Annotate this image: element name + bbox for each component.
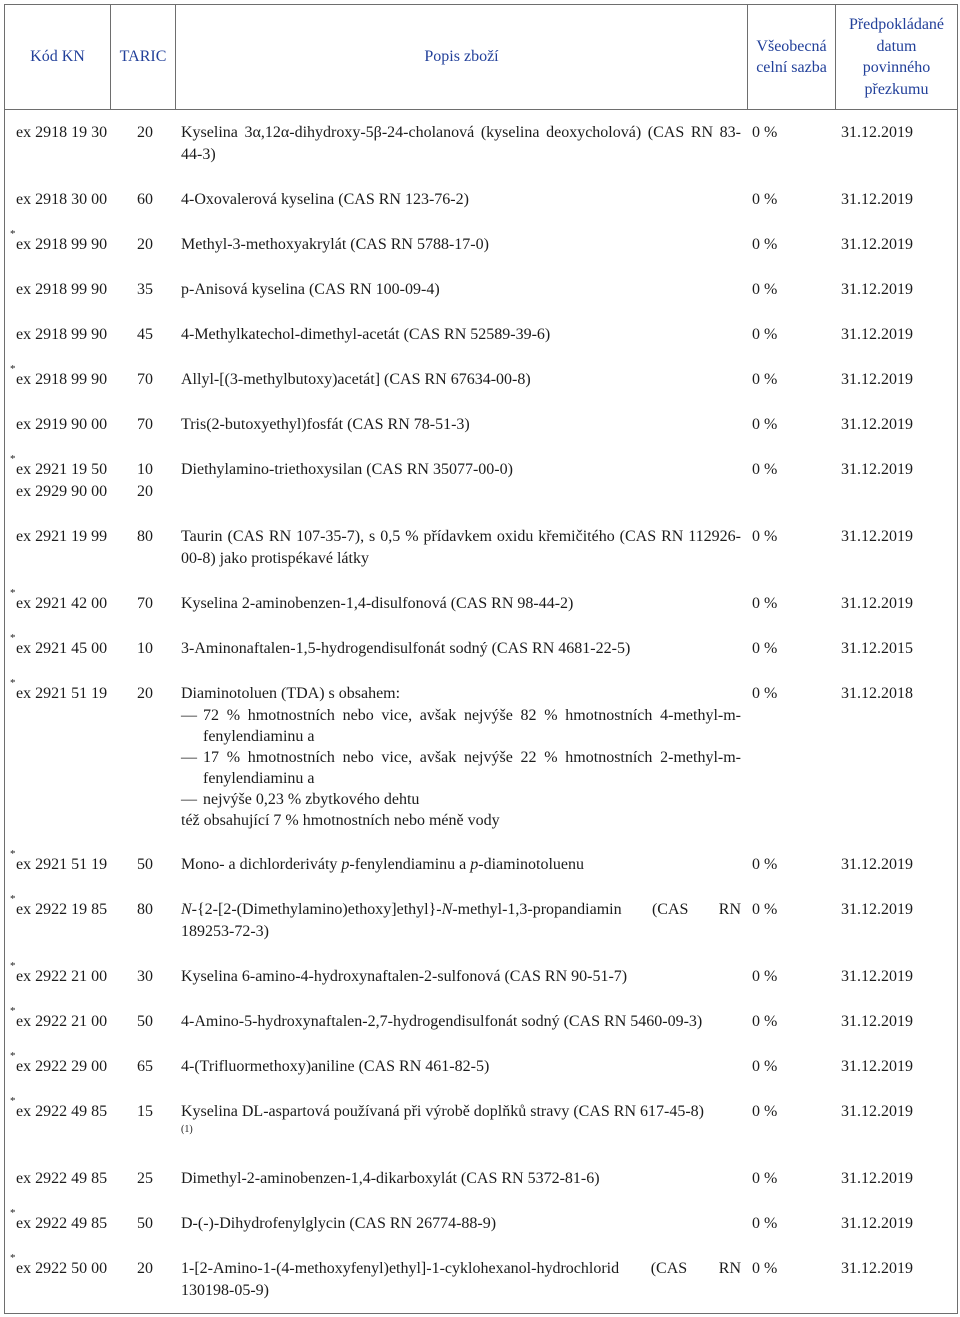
description-cell: [175, 593, 747, 615]
description-fragment: p: [470, 856, 479, 873]
kn-code: ex 2918 99 90: [16, 281, 108, 298]
column-header-taric-label: TARIC: [119, 48, 167, 66]
table-row: [5, 1207, 957, 1258]
amendment-asterisk: *: [10, 677, 16, 689]
duty-rate-cell: 0 %: [752, 191, 778, 208]
column-header-kn-code: [4, 5, 110, 109]
duty-rate-cell: 0 %: [752, 1103, 778, 1120]
description-cell: [175, 369, 747, 391]
taric-cell: [110, 854, 175, 876]
description-fragment: -fenylendiaminu a: [349, 856, 471, 873]
dash-bullet: —: [181, 707, 197, 724]
kn-code: ex 2922 49 85: [16, 1170, 108, 1187]
taric-code: 80: [137, 901, 153, 918]
description-cell: [175, 459, 747, 503]
kn-code-cell: [5, 324, 110, 346]
description-text: Methyl-3-methoxyakrylát (CAS RN 5788-17-0): [181, 236, 489, 253]
taric-code: 35: [137, 281, 153, 298]
kn-code-line: [10, 1095, 110, 1123]
kn-code: ex 2918 19 30: [16, 124, 108, 141]
taric-cell: [110, 966, 175, 988]
amendment-asterisk: *: [10, 893, 16, 905]
description-cell: [175, 279, 747, 301]
kn-code-line: [16, 414, 110, 436]
description-cell: [175, 324, 747, 346]
amendment-asterisk: *: [10, 960, 16, 972]
kn-code-line: [10, 1005, 110, 1033]
description-text: Kyselina 2-aminobenzen-1,4-disulfonová (CAS RN 98-44-2): [181, 595, 574, 612]
taric-cell: [110, 234, 175, 256]
kn-code-cell: [5, 363, 110, 391]
kn-code-cell: [5, 1095, 110, 1145]
column-header-kn-code-label: Kód KN: [30, 48, 85, 66]
description-text: Allyl-[(3-methylbutoxy)acetát] (CAS RN 67634-00-8): [181, 371, 531, 388]
description-text: Diaminotoluen (TDA) s obsahem:: [181, 685, 401, 702]
kn-code-line: [16, 279, 110, 301]
duty-rate-cell: 0 %: [752, 461, 778, 478]
taric-cell: [110, 899, 175, 943]
review-date-cell: 31.12.2019: [841, 281, 913, 298]
description-cell: [175, 1056, 747, 1078]
description-fragment: N: [441, 901, 453, 918]
taric-cell: [110, 1101, 175, 1145]
duty-rate-cell: 0 %: [752, 1170, 778, 1187]
kn-code: ex 2918 30 00: [16, 191, 108, 208]
kn-code: ex 2922 21 00: [16, 1013, 108, 1030]
taric-cell: [110, 324, 175, 346]
table-row: [5, 279, 957, 324]
kn-code-cell: [5, 228, 110, 256]
kn-code-cell: [5, 1050, 110, 1078]
taric-cell: [110, 1168, 175, 1190]
kn-code: ex 2919 90 00: [16, 416, 108, 433]
review-date-cell: 31.12.2019: [841, 1103, 913, 1120]
description-fragment: Mono- a dichlorderiváty: [181, 856, 342, 873]
column-header-duty-rate: [747, 5, 835, 109]
taric-cell: [110, 1213, 175, 1235]
review-date-cell: 31.12.2019: [841, 1170, 913, 1187]
composition-item: [181, 789, 741, 810]
taric-code: 30: [137, 968, 153, 985]
taric-cell: [110, 1056, 175, 1078]
column-header-taric: [110, 5, 175, 109]
description-text: Tris(2-butoxyethyl)fosfát (CAS RN 78-51-3): [181, 416, 470, 433]
taric-code: 25: [137, 1170, 153, 1187]
table-row: [5, 632, 957, 683]
kn-code-cell: [5, 893, 110, 943]
table-row: [5, 1095, 957, 1168]
description-text: 4-(Trifluormethoxy)aniline (CAS RN 461-82-5): [181, 1058, 490, 1075]
kn-code: ex 2921 51 19: [16, 856, 108, 873]
table-row: [5, 526, 957, 593]
taric-code: 50: [137, 1013, 153, 1030]
kn-code-cell: [5, 526, 110, 570]
description-text: [181, 854, 741, 876]
table-header: [4, 4, 958, 110]
duty-rate-cell: 0 %: [752, 371, 778, 388]
description-cell: [175, 638, 747, 660]
duty-rate-cell: 0 %: [752, 856, 778, 873]
description-cell: [175, 1258, 747, 1302]
amendment-asterisk: *: [10, 1207, 16, 1219]
taric-code: 70: [137, 371, 153, 388]
description-cell: [175, 1101, 747, 1145]
column-header-description: [175, 5, 747, 109]
description-text: Dimethyl-2-aminobenzen-1,4-dikarboxylát (CAS RN 5372-81-6): [181, 1170, 600, 1187]
amendment-asterisk: *: [10, 1095, 16, 1107]
taric-cell: [110, 1011, 175, 1033]
description-cell: [175, 1168, 747, 1190]
footnote-reference: (1): [181, 1124, 193, 1135]
review-date-cell: 31.12.2019: [841, 968, 913, 985]
table-row: [5, 893, 957, 966]
kn-code-cell: [5, 122, 110, 166]
kn-code-line: [10, 677, 110, 705]
kn-code-cell: [5, 848, 110, 876]
kn-code-cell: [5, 1168, 110, 1190]
taric-code: 50: [137, 856, 153, 873]
taric-code: 20: [137, 1260, 153, 1277]
duty-rate-cell: 0 %: [752, 968, 778, 985]
taric-code: 45: [137, 326, 153, 343]
kn-code: ex 2922 50 00: [16, 1260, 108, 1277]
review-date-cell: 31.12.2019: [841, 461, 913, 478]
duty-rate-cell: 0 %: [752, 124, 778, 141]
table-row: [5, 1050, 957, 1101]
taric-cell: [110, 526, 175, 570]
taric-cell: [110, 593, 175, 615]
kn-code-line: [10, 632, 110, 660]
composition-item: [181, 705, 741, 747]
taric-code: 60: [137, 191, 153, 208]
duty-rate-cell: 0 %: [752, 1013, 778, 1030]
kn-code-line: [10, 848, 110, 876]
kn-code-line: [16, 324, 110, 346]
kn-code: ex 2922 29 00: [16, 1058, 108, 1075]
composition-text: 72 % hmotnostních nebo vice, avšak nejvýše 82 % hmotnostních 4-methyl-m-fenylendiaminu a: [203, 707, 741, 745]
table-row: [5, 1005, 957, 1056]
review-date-cell: 31.12.2019: [841, 901, 913, 918]
kn-code: ex 2918 99 90: [16, 326, 108, 343]
kn-code: ex 2921 19 99: [16, 528, 108, 545]
review-date-cell: 31.12.2019: [841, 595, 913, 612]
duty-rate-cell: 0 %: [752, 685, 778, 702]
kn-code: ex 2922 21 00: [16, 968, 108, 985]
kn-code-cell: [5, 453, 110, 503]
table-body: [4, 110, 958, 1314]
kn-code-line: [16, 526, 110, 548]
kn-code-line: [10, 453, 110, 481]
description-text: 4-Oxovalerová kyselina (CAS RN 123-76-2): [181, 191, 469, 208]
taric-cell: [110, 459, 175, 503]
review-date-cell: 31.12.2019: [841, 1215, 913, 1232]
kn-code: ex 2922 49 85: [16, 1215, 108, 1232]
table-row: [5, 324, 957, 369]
description-text: Taurin (CAS RN 107-35-7), s 0,5 % přídavkem oxidu křemičitého (CAS RN 112926-00-8) jako protispékavé látky: [181, 528, 741, 567]
kn-code-cell: [5, 632, 110, 660]
taric-cell: [110, 683, 175, 831]
amendment-asterisk: *: [10, 632, 16, 644]
description-cell: [175, 899, 747, 943]
duty-rate-cell: 0 %: [752, 901, 778, 918]
table-row: [5, 453, 957, 526]
table-row: [5, 1168, 957, 1213]
review-date-cell: 31.12.2019: [841, 528, 913, 545]
dash-bullet: —: [181, 791, 197, 808]
description-text: 4-Amino-5-hydroxynaftalen-2,7-hydrogendisulfonát sodný (CAS RN 5460-09-3): [181, 1013, 703, 1030]
kn-code-cell: [5, 189, 110, 211]
kn-code-cell: [5, 1207, 110, 1235]
kn-code-cell: [5, 1252, 110, 1302]
review-date-cell: 31.12.2019: [841, 856, 913, 873]
review-date-cell: 31.12.2018: [841, 685, 913, 702]
review-date-cell: 31.12.2019: [841, 236, 913, 253]
taric-code: 10: [137, 640, 153, 657]
description-cell: [175, 1213, 747, 1235]
kn-code: ex 2921 51 19: [16, 685, 108, 702]
table-row: [5, 677, 957, 854]
kn-code-cell: [5, 414, 110, 436]
review-date-cell: 31.12.2019: [841, 1058, 913, 1075]
description-text: Diethylamino-triethoxysilan (CAS RN 35077-00-0): [181, 461, 513, 478]
table-row: [5, 189, 957, 234]
composition-text: 17 % hmotnostních nebo vice, avšak nejvýše 22 % hmotnostních 2-methyl-m-fenylendiaminu a: [203, 749, 741, 787]
composition-note: též obsahující 7 % hmotnostních nebo méně vody: [181, 812, 500, 829]
description-fragment: p: [341, 856, 350, 873]
tariff-table: [4, 4, 958, 1314]
column-header-duty-rate-label: Všeobecná celní sazba: [756, 37, 827, 76]
description-text: 3-Aminonaftalen-1,5-hydrogendisulfonát sodný (CAS RN 4681-22-5): [181, 640, 631, 657]
kn-code-line: [10, 960, 110, 988]
review-date-cell: 31.12.2019: [841, 1013, 913, 1030]
description-cell: [175, 122, 747, 166]
kn-code: ex 2921 19 50: [16, 461, 108, 478]
amendment-asterisk: *: [10, 1252, 16, 1264]
kn-code-cell: [5, 677, 110, 831]
description-text: 4-Methylkatechol-dimethyl-acetát (CAS RN 52589-39-6): [181, 326, 551, 343]
description-cell: [175, 189, 747, 211]
kn-code-line: [16, 122, 110, 144]
description-text: D-(-)-Dihydrofenylglycin (CAS RN 26774-88-9): [181, 1215, 497, 1232]
kn-code: ex 2921 45 00: [16, 640, 108, 657]
taric-cell: [110, 189, 175, 211]
duty-rate-cell: 0 %: [752, 326, 778, 343]
kn-code-line: [10, 1252, 110, 1280]
kn-code: ex 2918 99 90: [16, 371, 108, 388]
description-cell: [175, 234, 747, 256]
description-fragment: N: [181, 901, 192, 918]
composition-item: [181, 747, 741, 789]
review-date-cell: 31.12.2019: [841, 1260, 913, 1277]
description-text: 1-[2-Amino-1-(4-methoxyfenyl)ethyl]-1-cyklohexanol-hydrochlorid (CAS RN 130198-05-9): [181, 1260, 741, 1299]
review-date-cell: 31.12.2015: [841, 640, 913, 657]
kn-code: ex 2918 99 90: [16, 236, 108, 253]
taric-cell: [110, 414, 175, 436]
amendment-asterisk: *: [10, 1050, 16, 1062]
kn-code-line: [10, 587, 110, 615]
taric-code: 50: [137, 1215, 153, 1232]
duty-rate-cell: 0 %: [752, 416, 778, 433]
description-fragment: -diaminotoluenu: [478, 856, 585, 873]
kn-code: ex 2922 19 85: [16, 901, 108, 918]
duty-rate-cell: 0 %: [752, 236, 778, 253]
kn-code-line: [16, 189, 110, 211]
kn-code-cell: [5, 279, 110, 301]
table-row: [5, 363, 957, 414]
column-header-review-date-label: Předpokládané datum povinného přezkumu: [848, 16, 945, 98]
duty-rate-cell: 0 %: [752, 1260, 778, 1277]
amendment-asterisk: *: [10, 1005, 16, 1017]
duty-rate-cell: 0 %: [752, 640, 778, 657]
duty-rate-cell: 0 %: [752, 1058, 778, 1075]
kn-code: ex 2921 42 00: [16, 595, 108, 612]
kn-code-line: [10, 228, 110, 256]
description-cell: [175, 854, 747, 876]
table-row: [5, 1252, 957, 1313]
description-text: [181, 899, 741, 943]
duty-rate-cell: 0 %: [752, 281, 778, 298]
composition-text: nejvýše 0,23 % zbytkového dehtu: [203, 791, 420, 808]
kn-code-line: [10, 893, 110, 921]
table-row: [5, 414, 957, 459]
taric-cell: [110, 369, 175, 391]
taric-code: 20: [137, 483, 153, 500]
review-date-cell: 31.12.2019: [841, 371, 913, 388]
review-date-cell: 31.12.2019: [841, 416, 913, 433]
description-cell: [175, 414, 747, 436]
description-cell: [175, 683, 747, 831]
kn-code-cell: [5, 960, 110, 988]
kn-code: ex 2929 90 00: [16, 483, 108, 500]
amendment-asterisk: *: [10, 363, 16, 375]
taric-cell: [110, 638, 175, 660]
description-cell: [175, 526, 747, 570]
taric-code: 20: [137, 236, 153, 253]
description-fragment: -methyl-1,3-propandiamin (CAS RN 189253-72-3): [181, 901, 741, 940]
description-fragment: -{2-[2-(Dimethylamino)ethoxy]ethyl}-: [191, 901, 442, 918]
description-text: Kyselina DL-aspartová používaná při výrobě doplňků stravy (CAS RN 617-45-8): [181, 1103, 704, 1120]
taric-cell: [110, 1258, 175, 1302]
taric-code: 20: [137, 685, 153, 702]
duty-rate-cell: 0 %: [752, 528, 778, 545]
dash-bullet: —: [181, 749, 197, 766]
taric-cell: [110, 122, 175, 166]
description-cell: [175, 966, 747, 988]
column-header-review-date: [835, 5, 958, 109]
description-cell: [175, 1011, 747, 1033]
taric-code: 70: [137, 416, 153, 433]
table-row: [5, 848, 957, 899]
kn-code-cell: [5, 1005, 110, 1033]
kn-code-line: [10, 1207, 110, 1235]
kn-code-line: [16, 481, 110, 503]
description-text: p-Anisová kyselina (CAS RN 100-09-4): [181, 281, 440, 298]
amendment-asterisk: *: [10, 453, 16, 465]
duty-rate-cell: 0 %: [752, 1215, 778, 1232]
table-row: [5, 960, 957, 1011]
taric-code: 80: [137, 528, 153, 545]
kn-code: ex 2922 49 85: [16, 1103, 108, 1120]
description-text: Kyselina 3α,12α-dihydroxy-5β-24-cholanová (kyselina deoxycholová) (CAS RN 83-44-3): [181, 124, 741, 163]
taric-code: 20: [137, 124, 153, 141]
table-row: [5, 228, 957, 279]
table-row: [5, 122, 957, 189]
review-date-cell: 31.12.2019: [841, 124, 913, 141]
taric-code: 65: [137, 1058, 153, 1075]
amendment-asterisk: *: [10, 848, 16, 860]
kn-code-line: [16, 1168, 110, 1190]
kn-code-line: [10, 1050, 110, 1078]
amendment-asterisk: *: [10, 228, 16, 240]
column-header-description-label: Popis zboží: [424, 48, 499, 66]
amendment-asterisk: *: [10, 587, 16, 599]
taric-cell: [110, 279, 175, 301]
table-row: [5, 587, 957, 638]
duty-rate-cell: 0 %: [752, 595, 778, 612]
kn-code-cell: [5, 587, 110, 615]
taric-code: 15: [137, 1103, 153, 1120]
kn-code-line: [10, 363, 110, 391]
review-date-cell: 31.12.2019: [841, 326, 913, 343]
taric-code: 70: [137, 595, 153, 612]
taric-code: 10: [137, 461, 153, 478]
description-text: Kyselina 6-amino-4-hydroxynaftalen-2-sulfonová (CAS RN 90-51-7): [181, 968, 628, 985]
review-date-cell: 31.12.2019: [841, 191, 913, 208]
